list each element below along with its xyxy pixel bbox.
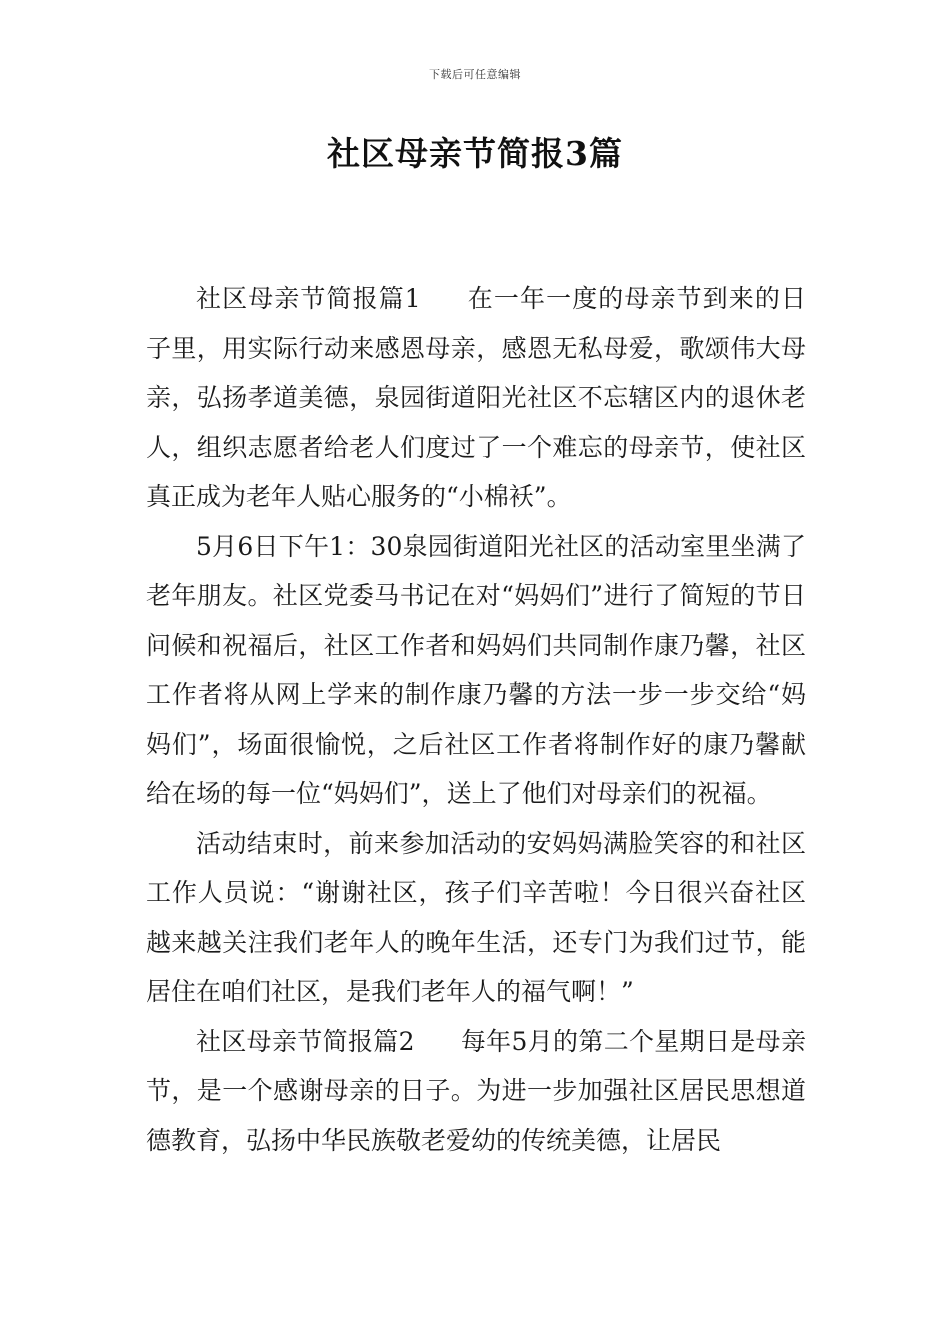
document-body <box>146 274 806 1165</box>
section-heading-1: 社区母亲节简报篇1 <box>196 284 421 313</box>
paragraph-4-text: 每年5月的第二个星期日是母亲节，是一个感谢母亲的日子。为进一步加强社区居民思想道德教育，弘扬中华民族敬老爱幼的传统美德，让居民 <box>146 1026 806 1155</box>
paragraph-3: 活动结束时，前来参加活动的安妈妈满脸笑容的和社区工作人员说：“谢谢社区，孩子们辛苦啦！今日很兴奋社区越来越关注我们老年人的晚年生活，还专门为我们过节，能居住在咱们社区，是我们老年人的福气啊！” <box>146 828 806 1006</box>
paragraph-1-text: 在一年一度的母亲节到来的日子里，用实际行动来感恩母亲，感恩无私母爱，歌颂伟大母亲，弘扬孝道美德，泉园街道阳光社区不忘辖区内的退休老人，组织志愿者给老人们度过了一个难忘的母亲节，使社区真正成为老年人贴心服务的“小棉袄”。 <box>146 284 806 511</box>
header-note: 下载后可任意编辑 <box>429 68 521 81</box>
document-title: 社区母亲节简报3篇 <box>327 134 623 173</box>
paragraph-4 <box>146 1017 806 1166</box>
section-heading-2: 社区母亲节简报篇2 <box>196 1026 415 1056</box>
paragraph-2: 5月6日下午1：30泉园街道阳光社区的活动室里坐满了老年朋友。社区党委马书记在对“妈妈们”进行了简短的节日问候和祝福后，社区工作者和妈妈们共同制作康乃馨，社区工作者将从网上学来的制作康乃馨的方法一步一步交给“妈妈们”，场面很愉悦，之后社区工作者将制作好的康乃馨献给在场的每一位“妈妈们”，送上了他们对母亲们的祝福。 <box>146 531 806 808</box>
paragraph-1 <box>146 274 806 522</box>
